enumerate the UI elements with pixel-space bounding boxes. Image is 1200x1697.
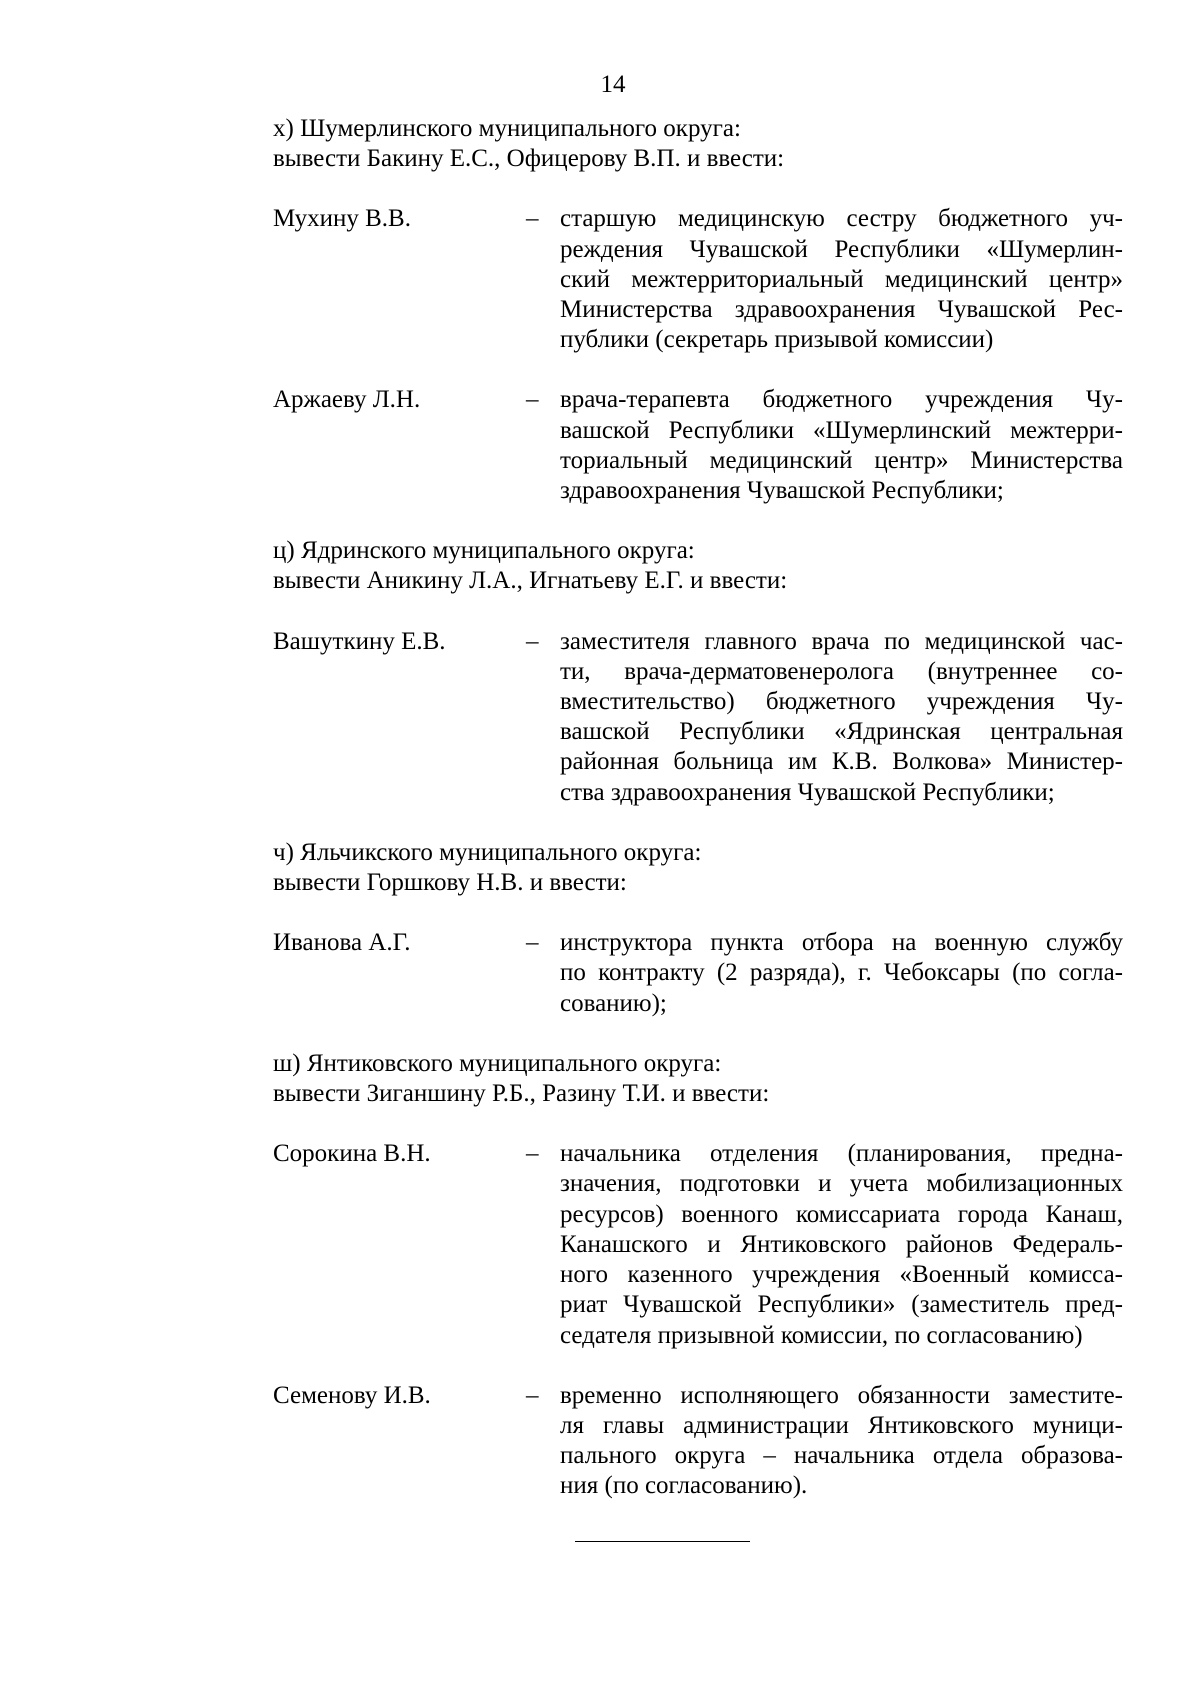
end-of-document-rule xyxy=(575,1541,750,1542)
entry xyxy=(273,1381,1123,1502)
section-action: вывести Горшкову Н.В. и ввести: xyxy=(273,869,627,897)
section-action: вывести Аникину Л.А., Игнатьеву Е.Г. и ввести: xyxy=(273,567,788,595)
section-heading: ш) Янтиковского муниципального округа: xyxy=(273,1049,722,1077)
person-name: Вашуткину Е.В. xyxy=(273,627,446,655)
position-line: реждения Чувашской Республики «Шумерлин- xyxy=(560,235,1123,263)
position-line: ский межтерриториальный медицинский центр» xyxy=(560,265,1123,293)
person-name: Семенову И.В. xyxy=(273,1381,431,1409)
position-line: значения, подготовки и учета мобилизационных xyxy=(560,1170,1123,1198)
person-position xyxy=(560,1139,1123,1350)
entry-list xyxy=(273,1139,1123,1501)
position-line: здравоохранения Чувашской Республики; xyxy=(560,477,1004,505)
person-name: Мухину В.В. xyxy=(273,205,411,233)
entry xyxy=(273,928,1123,1019)
district-section-yadrinsky xyxy=(273,536,1123,808)
entry-list xyxy=(273,627,1123,808)
position-line: временно исполняющего обязанности заместите- xyxy=(560,1381,1123,1409)
entry-dash: – xyxy=(526,1140,539,1168)
position-line: публики (секретарь призывой комиссии) xyxy=(560,326,994,354)
entry xyxy=(273,204,1123,355)
section-heading: ц) Ядринского муниципального округа: xyxy=(273,537,695,565)
position-line: старшую медицинскую сестру бюджетного уч- xyxy=(560,205,1123,233)
entry-dash: – xyxy=(526,386,539,414)
position-line: по контракту (2 разряда), г. Чебоксары (по согла- xyxy=(560,959,1123,987)
entry xyxy=(273,385,1123,506)
entry-dash: – xyxy=(526,1381,539,1409)
section-heading: х) Шумерлинского муниципального округа: xyxy=(273,115,741,142)
person-position xyxy=(560,1381,1123,1502)
position-line: ного казенного учреждения «Военный комисса- xyxy=(560,1261,1123,1289)
person-position xyxy=(560,627,1123,808)
person-name: Сорокина В.Н. xyxy=(273,1140,431,1168)
position-line: заместителя главного врача по медицинской час- xyxy=(560,627,1123,655)
person-position xyxy=(560,204,1123,355)
entry xyxy=(273,1139,1123,1350)
page-number: 14 xyxy=(600,71,626,98)
position-line: седателя призывной комиссии, по согласованию) xyxy=(560,1321,1083,1349)
district-section-yantikovsky xyxy=(273,1049,1123,1502)
person-name: Иванова А.Г. xyxy=(273,929,411,957)
position-line: начальника отделения (планирования, предна- xyxy=(560,1140,1123,1168)
district-section-shumerlinsky xyxy=(273,114,1123,506)
position-line: пального округа – начальника отдела образова- xyxy=(560,1442,1123,1470)
position-line: ти, врача-дерматовенеролога (внутреннее со- xyxy=(560,657,1123,685)
position-line: ля главы администрации Янтиковского муници- xyxy=(560,1411,1123,1439)
person-position xyxy=(560,928,1123,1019)
person-position xyxy=(560,385,1123,506)
position-line: вашской Республики «Ядринская центральная xyxy=(560,718,1123,746)
position-line: ториальный медицинский центр» Министерства xyxy=(560,446,1123,474)
position-line: Канашского и Янтиковского районов Федераль- xyxy=(560,1230,1123,1258)
entry xyxy=(273,627,1123,808)
entry-dash: – xyxy=(526,205,539,233)
person-name: Аржаеву Л.Н. xyxy=(273,386,421,414)
position-line: районная больница им К.В. Волкова» Министер- xyxy=(560,748,1123,776)
position-line: вместительство) бюджетного учреждения Чу- xyxy=(560,688,1123,716)
entry-dash: – xyxy=(526,929,539,957)
position-line: ния (по согласованию). xyxy=(560,1472,808,1500)
document-body xyxy=(273,114,1123,1532)
position-line: инструктора пункта отбора на военную службу xyxy=(560,929,1123,957)
section-heading: ч) Яльчикского муниципального округа: xyxy=(273,838,702,866)
section-action: вывести Зиганшину Р.Б., Разину Т.И. и ввести: xyxy=(273,1080,770,1108)
position-line: риат Чувашской Республики» (заместитель пред- xyxy=(560,1291,1123,1319)
position-line: ресурсов) военного комиссариата города Канаш, xyxy=(560,1200,1123,1228)
entry-dash: – xyxy=(526,627,539,655)
district-section-yalchiksky xyxy=(273,838,1123,1019)
entry-list xyxy=(273,204,1123,506)
position-line: сованию); xyxy=(560,989,667,1017)
position-line: вашской Республики «Шумерлинский межтерри- xyxy=(560,416,1123,444)
position-line: Министерства здравоохранения Чувашской Рес- xyxy=(560,296,1123,324)
position-line: врача-терапевта бюджетного учреждения Чу- xyxy=(560,386,1123,414)
entry-list xyxy=(273,928,1123,1019)
position-line: ства здравоохранения Чувашской Республики; xyxy=(560,778,1055,806)
section-action: вывести Бакину Е.С., Офицерову В.П. и ввести: xyxy=(273,145,785,173)
